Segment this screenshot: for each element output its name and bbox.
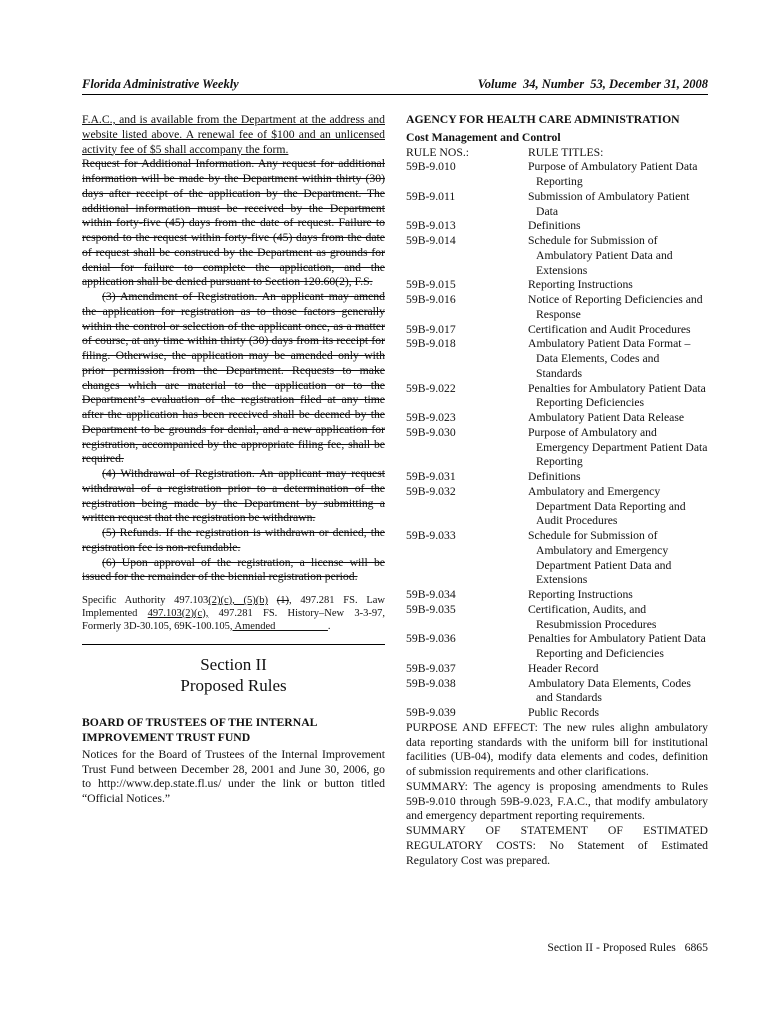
rule-row bbox=[406, 382, 708, 412]
rule-row bbox=[406, 706, 708, 721]
rule-number: 59B-9.023 bbox=[406, 411, 456, 424]
authority-amended: , Amended__________ bbox=[229, 620, 328, 632]
authority-space bbox=[268, 595, 277, 606]
authority-added: (2)(c), (5)(b) bbox=[208, 595, 269, 606]
rule-nos-label: RULE NOS.: bbox=[406, 145, 469, 159]
rule-row bbox=[406, 337, 708, 381]
authority-text: , 497.281 FS. Law Implemented bbox=[82, 595, 386, 619]
rule-title: Ambulatory Patient Data Release bbox=[528, 411, 685, 424]
section-title bbox=[82, 654, 385, 696]
rule-number: 59B-9.038 bbox=[406, 676, 456, 690]
intro-paragraph: F.A.C., and is available from the Department at the address and website listed above. A renewal fee of $100 and an unlicensed activity fee of $5 shall accompany the form. bbox=[82, 113, 385, 156]
rule-number: 59B-9.039 bbox=[406, 706, 456, 719]
rule-title: Reporting Instructions bbox=[528, 278, 633, 292]
authority-citation bbox=[82, 595, 385, 633]
rule-title: Header Record bbox=[528, 661, 599, 675]
rule-title: Reporting Instructions bbox=[528, 588, 633, 601]
rule-title: Definitions bbox=[528, 219, 581, 233]
rule-row bbox=[406, 426, 708, 470]
division-heading: Cost Management and Control bbox=[406, 130, 561, 144]
rule-title: Schedule for Submission of Ambulatory and Emergency Department Patient Data and Extensions bbox=[528, 529, 672, 587]
authority-text: Specific Authority 497.103 bbox=[82, 595, 209, 606]
section-number: Section II bbox=[200, 655, 267, 675]
amendment-paragraph: (3) Amendment of Registration. An applicant may amend the application for registration as to those factors generally within the control or selection of the applicant once, as a matter of course, at any time within thirty (30) days from its receipt for filing. Otherwise, the application may be amended only with prior permission from the Department. Requests to make changes which are material to the application or to the Department’s evaluation of the registration filed at any time after the application has been received shall be deemed by the Department to be grounds for denial, and a new application for registration, accompanied by the appropriate filing fee, shall be required. bbox=[82, 290, 385, 466]
rule-number: 59B-9.016 bbox=[406, 293, 456, 306]
authority-text: 497.281 FS. History–New 3-3-97, Formerly 3D-30.105, 69K-100.105 bbox=[82, 607, 386, 632]
rule-title: Notice of Reporting Deficiencies and Response bbox=[528, 293, 703, 321]
rule-row bbox=[406, 323, 708, 338]
rule-row bbox=[406, 160, 708, 190]
rule-number: 59B-9.034 bbox=[406, 588, 456, 601]
board-heading: BOARD OF TRUSTEES OF THE INTERNAL IMPROVEMENT TRUST FUND bbox=[82, 716, 317, 745]
rule-row bbox=[406, 529, 708, 588]
rule-title: Penalties for Ambulatory Patient Data Reporting and Deficiencies bbox=[528, 632, 706, 660]
rule-title: Ambulatory Patient Data Format – Data Elements, Codes and Standards bbox=[528, 337, 691, 380]
left-column bbox=[82, 113, 385, 807]
rule-row bbox=[406, 632, 708, 662]
rule-number: 59B-9.030 bbox=[406, 425, 456, 439]
rule-title: Definitions bbox=[528, 470, 581, 483]
rule-number: 59B-9.032 bbox=[406, 484, 456, 498]
rule-list-header bbox=[406, 146, 708, 161]
rule-number: 59B-9.010 bbox=[406, 160, 456, 174]
rule-title: Schedule for Submission of Ambulatory Patient Data and Extensions bbox=[528, 234, 673, 277]
rule-title: Penalties for Ambulatory Patient Data Reporting Deficiencies bbox=[528, 381, 706, 410]
authority-added: 497.103(2)(c), bbox=[147, 607, 209, 619]
rule-number: 59B-9.033 bbox=[406, 529, 456, 542]
rule-row bbox=[406, 411, 708, 426]
rule-title: Purpose of Ambulatory and Emergency Department Patient Data Reporting bbox=[528, 425, 708, 469]
summary-paragraph: SUMMARY: The agency is proposing amendments to Rules 59B-9.010 through 59B-9.023, F.A.C., that modify ambulatory and emergency department reporting requirements. bbox=[406, 779, 708, 823]
rule-title: Ambulatory and Emergency Department Data Reporting and Audit Procedures bbox=[528, 484, 686, 528]
rule-row bbox=[406, 234, 708, 278]
rule-title: Purpose of Ambulatory Patient Data Reporting bbox=[528, 160, 698, 188]
rule-number: 59B-9.011 bbox=[406, 189, 456, 203]
rule-row bbox=[406, 677, 708, 707]
page-footer: Section II - Proposed Rules 6865 bbox=[547, 941, 708, 954]
right-column bbox=[406, 113, 708, 868]
rule-row bbox=[406, 190, 708, 220]
rule-row bbox=[406, 603, 708, 633]
rule-number: 59B-9.022 bbox=[406, 381, 456, 395]
rule-title: Certification, Audits, and Resubmission Procedures bbox=[528, 602, 657, 631]
rule-number: 59B-9.036 bbox=[406, 632, 456, 646]
agency-heading: AGENCY FOR HEALTH CARE ADMINISTRATION bbox=[406, 113, 680, 126]
rule-row bbox=[406, 662, 708, 677]
authority-period: . bbox=[327, 620, 331, 632]
approval-paragraph: (6) Upon approval of the registration, a license will be issued for the remainder of the biennial registration period. bbox=[82, 555, 385, 584]
publication-name: Florida Administrative Weekly bbox=[82, 77, 239, 91]
section-name: Proposed Rules bbox=[180, 676, 287, 696]
sorc-paragraph: SUMMARY OF STATEMENT OF ESTIMATED REGULATORY COSTS: No Statement of Estimated Regulatory Cost was prepared. bbox=[406, 824, 708, 867]
rule-title: Submission of Ambulatory Patient Data bbox=[528, 189, 690, 218]
rule-number: 59B-9.014 bbox=[406, 234, 456, 247]
rule-list bbox=[406, 160, 708, 721]
volume-info: Volume 34, Number 53, December 31, 2008 bbox=[477, 77, 708, 91]
page-header bbox=[82, 74, 708, 95]
rule-title: Certification and Audit Procedures bbox=[528, 322, 691, 336]
refunds-paragraph: (5) Refunds. If the registration is withdrawn or denied, the registration fee is non-refundable. bbox=[82, 526, 385, 554]
rule-number: 59B-9.013 bbox=[406, 219, 456, 233]
board-notice: Notices for the Board of Trustees of the Internal Improvement Trust Fund between December 28, 2001 and June 30, 2006, go to http://www.dep.state.fl.us/ under the link or button titled “Official Notices.” bbox=[82, 747, 385, 806]
authority-removed: (1) bbox=[276, 595, 290, 606]
rule-row bbox=[406, 293, 708, 323]
rule-row bbox=[406, 470, 708, 485]
rule-number: 59B-9.037 bbox=[406, 661, 456, 675]
rule-title: Ambulatory Data Elements, Codes and Standards bbox=[528, 676, 691, 705]
rule-number: 59B-9.035 bbox=[406, 602, 456, 616]
withdrawal-paragraph: (4) Withdrawal of Registration. An applicant may request withdrawal of a registration prior to a determination of the registration being made by the Department by submitting a written request that the registration be withdrawn. bbox=[82, 467, 385, 525]
rule-title: Public Records bbox=[528, 706, 600, 719]
rule-number: 59B-9.017 bbox=[406, 322, 456, 336]
rule-row bbox=[406, 588, 708, 603]
rule-number: 59B-9.031 bbox=[406, 470, 456, 483]
rule-row bbox=[406, 219, 708, 234]
rule-row bbox=[406, 278, 708, 293]
rule-number: 59B-9.015 bbox=[406, 278, 456, 292]
purpose-paragraph: PURPOSE AND EFFECT: The new rules alighn ambulatory data reporting standards with the uniform bill for institutional facilities (UB-04), modify data elements and codes, definition of submission requirements and other clarifications. bbox=[406, 720, 708, 778]
rule-titles-label: RULE TITLES: bbox=[528, 145, 604, 159]
section-divider bbox=[82, 644, 385, 645]
request-paragraph: Request for Additional Information. Any request for additional information will be made by the Department within thirty (30) days after receipt of the application by the Department. The additional information must be received by the Department within forty-five (45) days from the date of request. Failure to respond to the request within forty-five (45) days from the date of request shall be construed by the Department as grounds for denial for failure to complete the application, and the application shall be denied pursuant to Section 120.60(2), F.S. bbox=[82, 157, 385, 289]
rule-row bbox=[406, 485, 708, 529]
rule-number: 59B-9.018 bbox=[406, 337, 456, 351]
